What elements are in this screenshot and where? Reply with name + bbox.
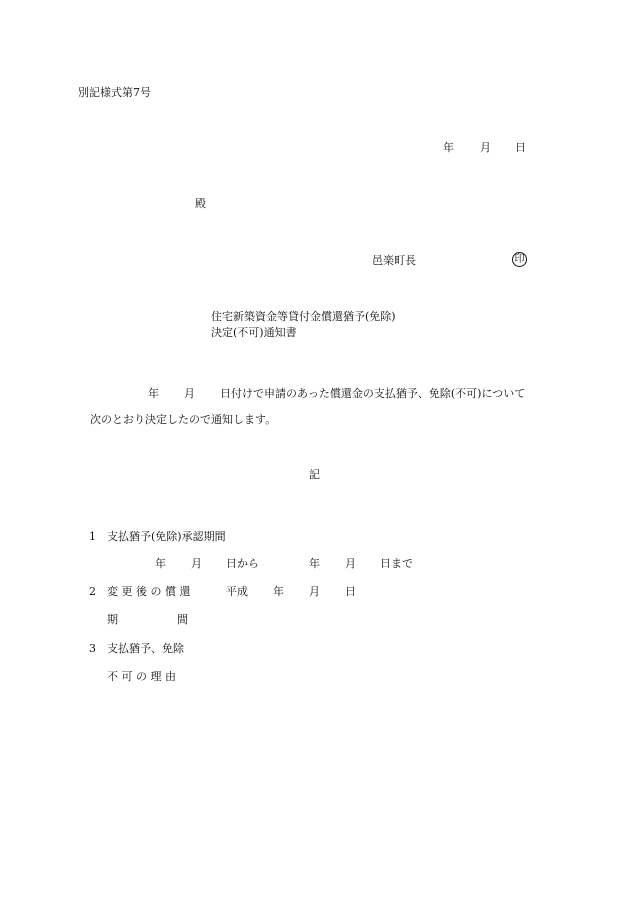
body-line-1: 日付けで申請のあった償還金の支払猶予、免除(不可)について <box>220 387 526 400</box>
seal-mark: 印 <box>512 252 527 267</box>
item-3-label-line-2: 不 可 の 理 由 <box>107 670 176 683</box>
issuer-title: 邑楽町長 <box>372 254 416 267</box>
item-2-year: 年 <box>273 585 284 598</box>
item-1-to-day: 日まで <box>380 557 413 570</box>
body-month: 月 <box>184 387 195 400</box>
item-3-number: 3 <box>89 642 96 655</box>
title-line-1: 住宅新築資金等貸付金償還猶予(免除) <box>211 310 396 323</box>
item-1-to-month: 月 <box>345 557 356 570</box>
item-2-label-line-2a: 期 <box>107 613 118 626</box>
item-2-month: 月 <box>309 585 320 598</box>
date-year: 年 <box>443 141 454 154</box>
item-2-number: 2 <box>89 585 96 598</box>
body-year: 年 <box>148 387 159 400</box>
item-2-label-line-2b: 間 <box>177 613 188 626</box>
item-1-to-year: 年 <box>309 557 320 570</box>
item-1-number: 1 <box>89 530 96 543</box>
item-1-from-month: 月 <box>191 557 202 570</box>
body-line-2: 次のとおり決定したので通知します。 <box>90 413 277 426</box>
item-2-day: 日 <box>345 585 356 598</box>
item-1-label: 支払猶予(免除)承認期間 <box>107 530 226 543</box>
addressee-honorific: 殿 <box>195 197 206 210</box>
item-1-from-year: 年 <box>155 557 166 570</box>
item-2-era: 平成 <box>226 585 248 598</box>
item-1-from-day: 日から <box>226 557 259 570</box>
ki-heading: 記 <box>309 468 320 481</box>
item-2-label-line-1: 変 更 後 の 償 還 <box>107 585 191 598</box>
date-day: 日 <box>515 141 526 154</box>
item-3-label-line-1: 支払猶予、免除 <box>107 642 184 655</box>
form-number: 別記様式第7号 <box>78 86 151 99</box>
title-line-2: 決定(不可)通知書 <box>211 326 297 339</box>
date-month: 月 <box>480 141 491 154</box>
